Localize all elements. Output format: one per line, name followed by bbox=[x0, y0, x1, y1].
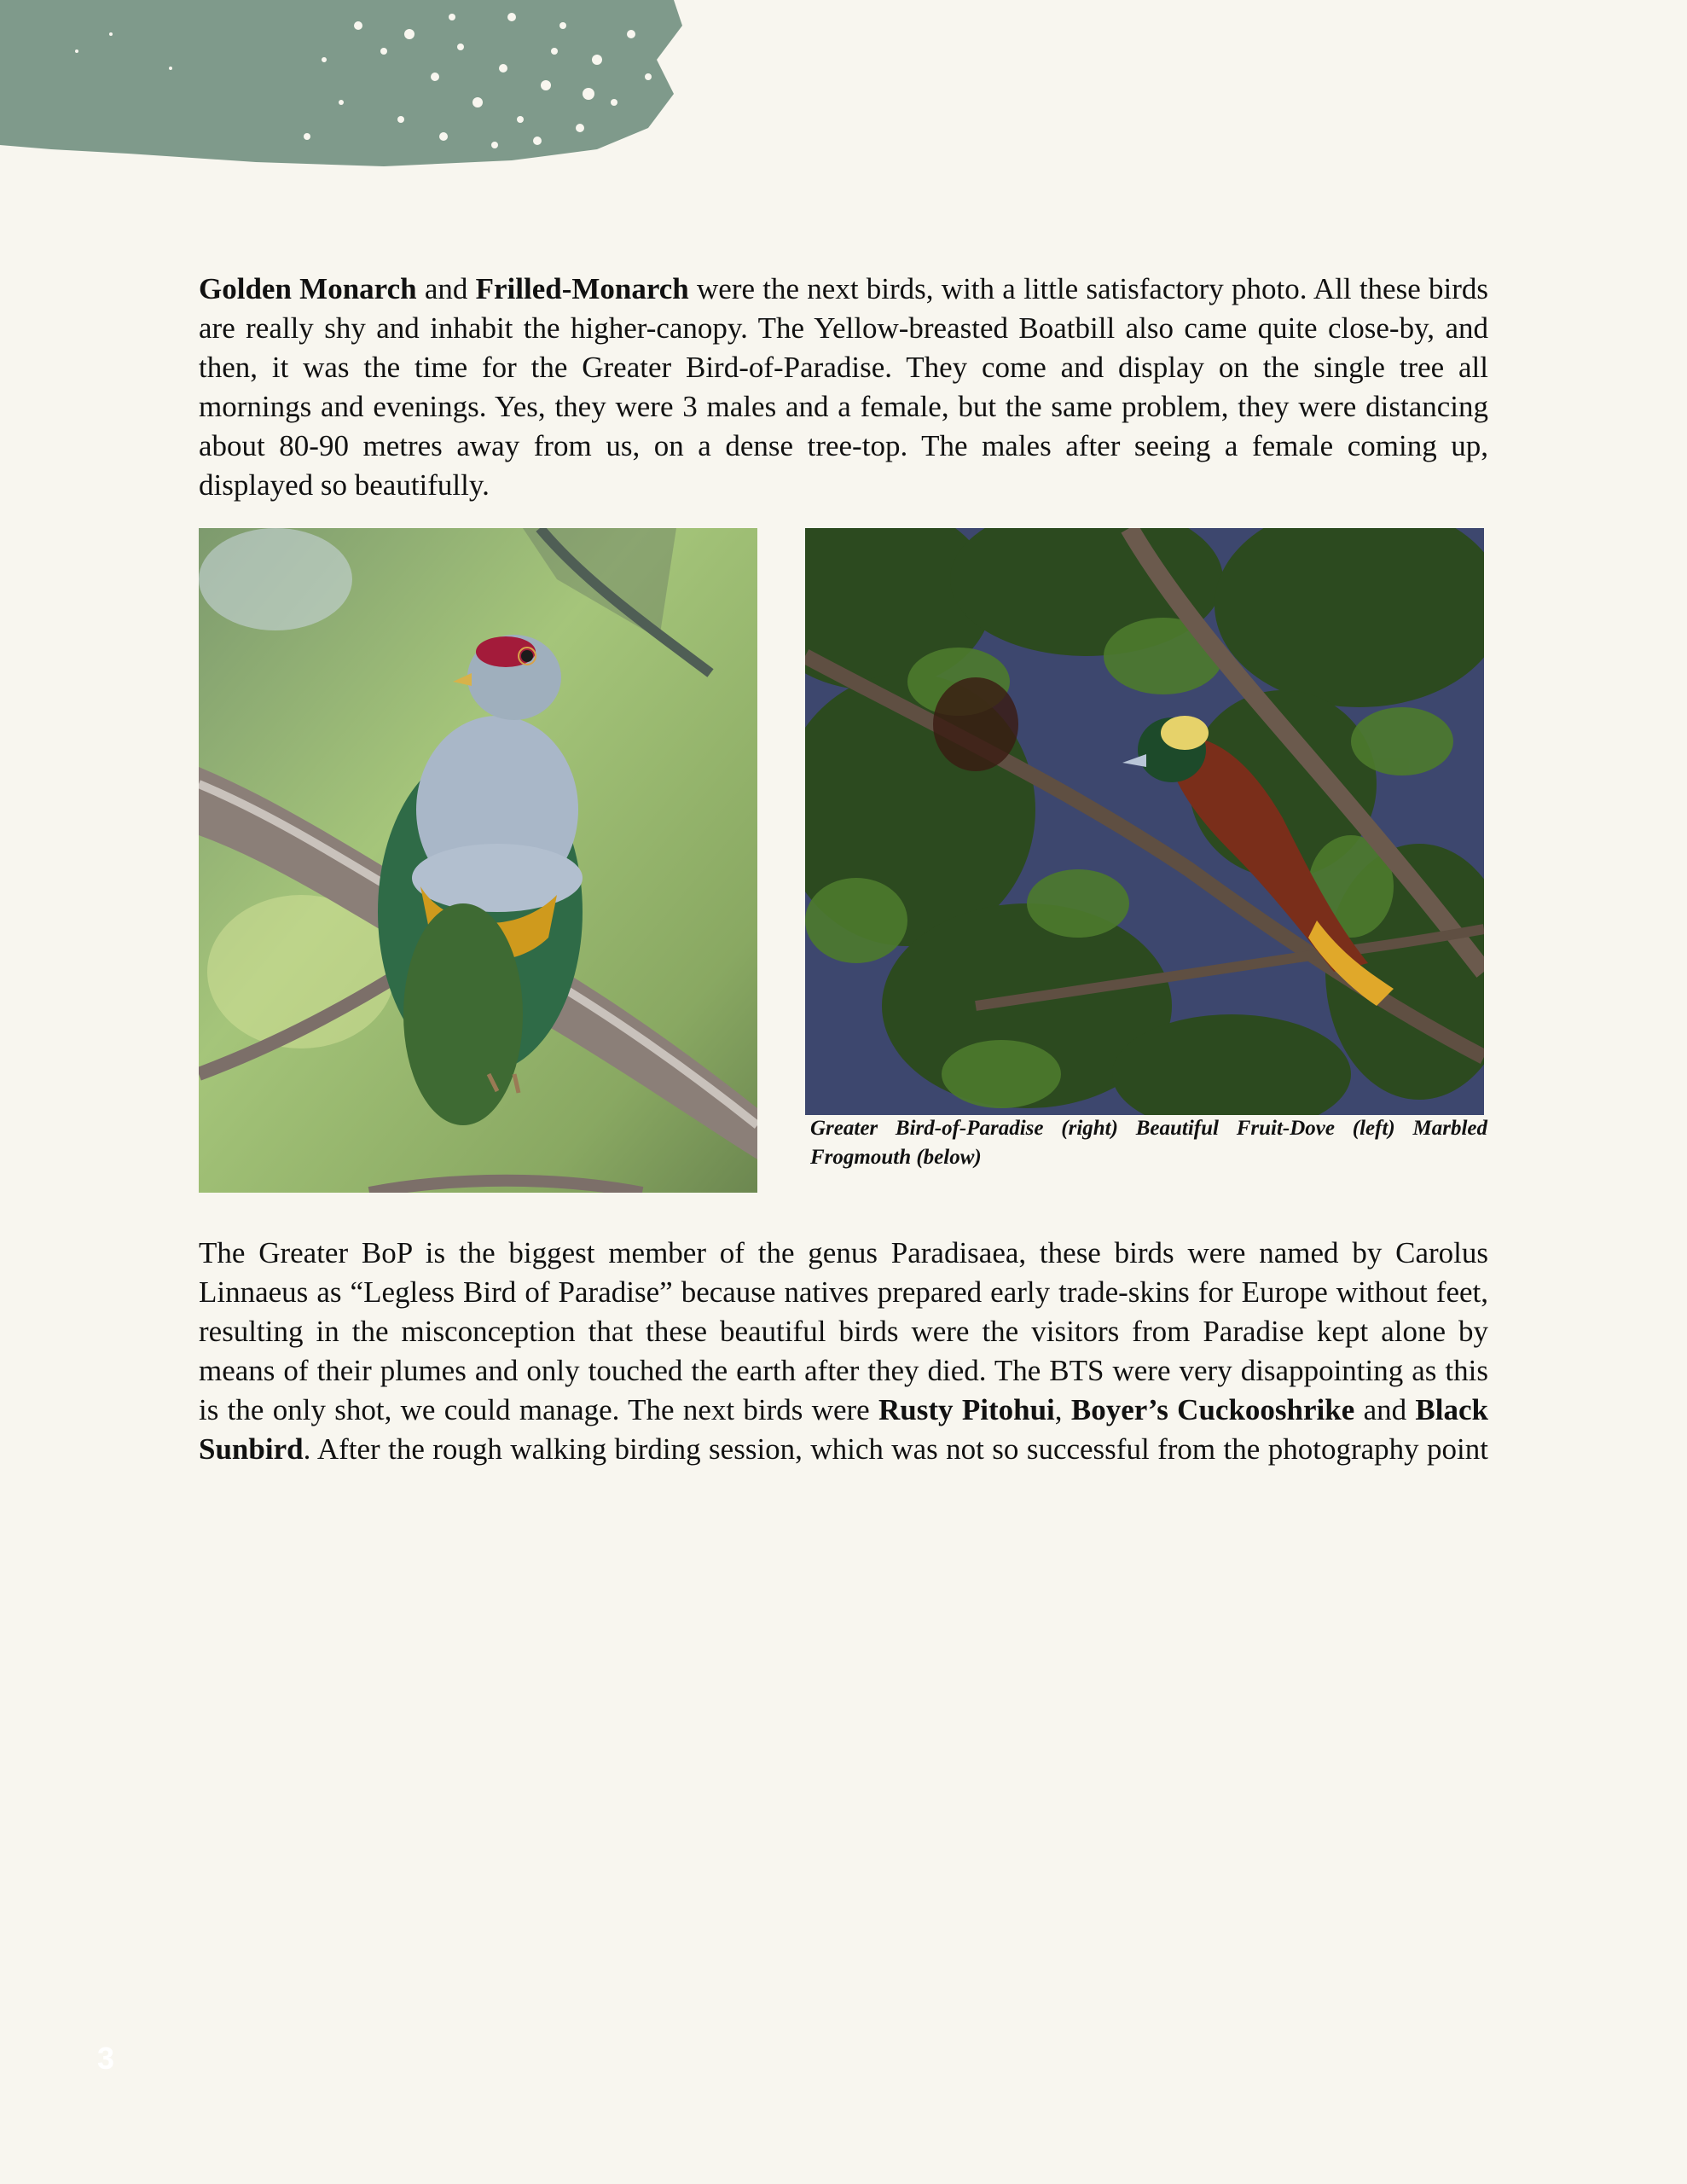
bold-term: Boyer’s Cuckooshrike bbox=[1070, 1393, 1355, 1426]
bold-term: Black Sunbird bbox=[199, 1393, 1488, 1466]
decorative-brush-stroke bbox=[0, 0, 751, 179]
body-paragraph-2: The Greater BoP is the biggest member of the genus Paradisaea, these birds were named by Carolus Linnaeus as “Legless Bird of Paradise” because natives prepared early trade-skins for Europe without feet, resulting in the misconception that these beautiful birds were the visitors from Paradise kept alone by means of their plumes and only touched the earth after they died. The BTS were very disappointing as this is the only shot, we could manage. The next birds were Rusty Pitohui, Boyer’s Cuckooshrike and Black Sunbird. After the rough walking birding session, which was not so successful from the photography point bbox=[199, 1236, 1488, 1466]
photo-greater-bird-of-paradise bbox=[805, 528, 1484, 1115]
photo-beautiful-fruit-dove bbox=[199, 528, 757, 1193]
bold-term: Golden Monarch bbox=[199, 272, 417, 305]
bold-term: Rusty Pitohui bbox=[878, 1393, 1055, 1426]
body-paragraph-1: Golden Monarch and Frilled-Monarch were the next birds, with a little satisfactory photo. All these birds are really shy and inhabit the higher-canopy. The Yellow-breasted Boatbill also came quite close-by, and then, it was the time for the Greater Bird-of-Paradise. They come and display on the single tree all mornings and evenings. Yes, they were 3 males and a female, but the same problem, they were distancing about 80-90 metres away from us, on a dense tree-top. The males after seeing a female coming up, displayed so beautifully. bbox=[199, 272, 1488, 502]
photo-caption: Greater Bird-of-Paradise (right) Beautiful Fruit-Dove (left) Marbled Frogmouth (below) bbox=[810, 1117, 1487, 1169]
bold-term: Frilled-Monarch bbox=[475, 272, 689, 305]
page-number: 3 bbox=[97, 2041, 115, 2076]
